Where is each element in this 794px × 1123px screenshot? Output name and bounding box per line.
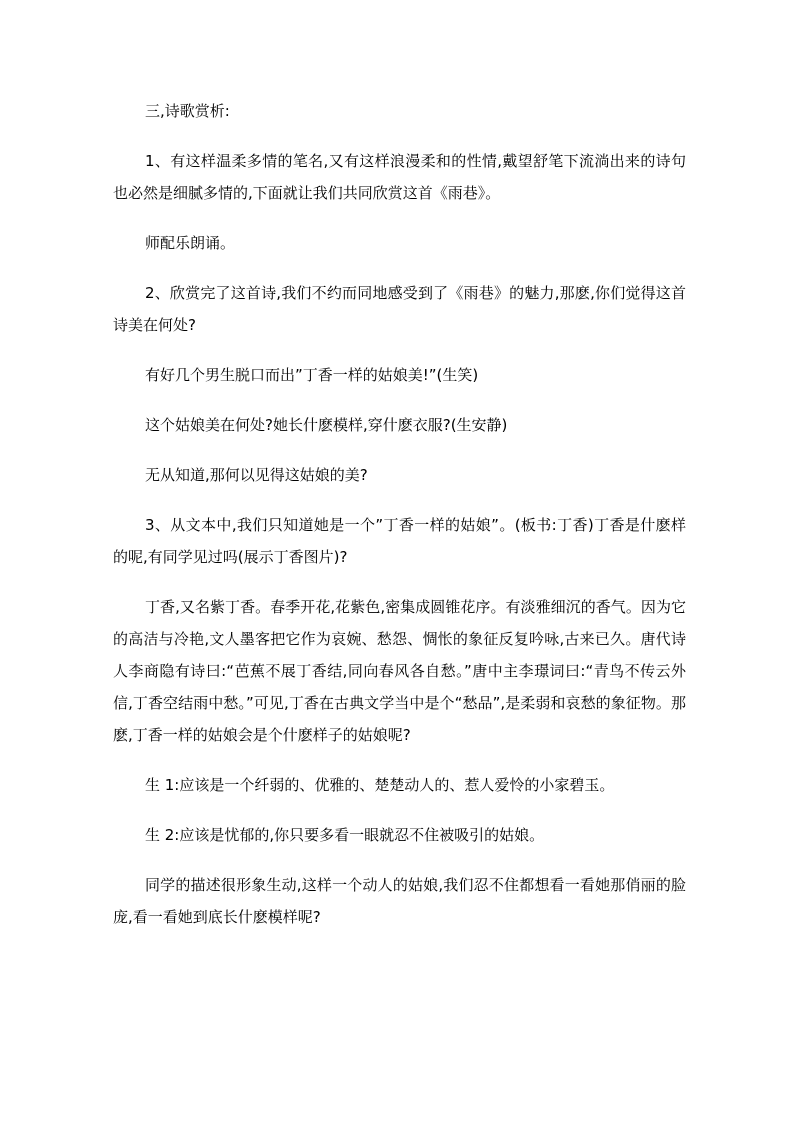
paragraph-1: 1、有这样温柔多情的笔名,又有这样浪漫柔和的性情,戴望舒笔下流淌出来的诗句也必然是细腻多情的,下面就让我们共同欣赏这首《雨巷》。 — [113, 152, 686, 202]
paragraph-3: 2、欣赏完了这首诗,我们不约而同地感受到了《雨巷》的魅力,那麽,你们觉得这首诗美在何处? — [113, 284, 686, 334]
paragraph-11: 同学的描述很形象生动,这样一个动人的姑娘,我们忍不住都想看一看她那俏丽的脸庞,看一看她到底长什麽模样呢? — [113, 876, 686, 926]
paragraph-4: 有好几个男生脱口而出”丁香一样的姑娘美!”(生笑) — [145, 366, 479, 384]
paragraph-7: 3、从文本中,我们只知道她是一个”丁香一样的姑娘”。(板书:丁香)丁香是什麽样的呢,有同学见过吗(展示丁香图片)? — [113, 516, 686, 566]
document-body — [113, 95, 686, 933]
paragraph-8: 丁香,又名紫丁香。春季开花,花紫色,密集成圆锥花序。有淡雅细沉的香气。因为它的高洁与冷艳,文人墨客把它作为哀婉、愁怨、惆怅的象征反复吟咏,古来已久。唐代诗人李商隐有诗曰:“芭蕉不展丁香结,同向春风各自愁。”唐中主李璟词曰:“青鸟不传云外信,丁香空结雨中愁。”可见,丁香在古典文学当中是个“愁品”,是柔弱和哀愁的象征物。那麽,丁香一样的姑娘会是个什麽样子的姑娘呢? — [113, 598, 686, 744]
paragraph-10: 生 2:应该是忧郁的,你只要多看一眼就忍不住被吸引的姑娘。 — [145, 826, 545, 844]
paragraph-5: 这个姑娘美在何处?她长什麽模样,穿什麽衣服?(生安静) — [145, 416, 508, 434]
paragraph-2: 师配乐朗诵。 — [145, 234, 236, 252]
paragraph-6: 无从知道,那何以见得这姑娘的美? — [145, 466, 368, 484]
paragraph-9: 生 1:应该是一个纤弱的、优雅的、楚楚动人的、惹人爱怜的小家碧玉。 — [145, 776, 615, 794]
section-heading: 三,诗歌赏析: — [145, 102, 230, 120]
